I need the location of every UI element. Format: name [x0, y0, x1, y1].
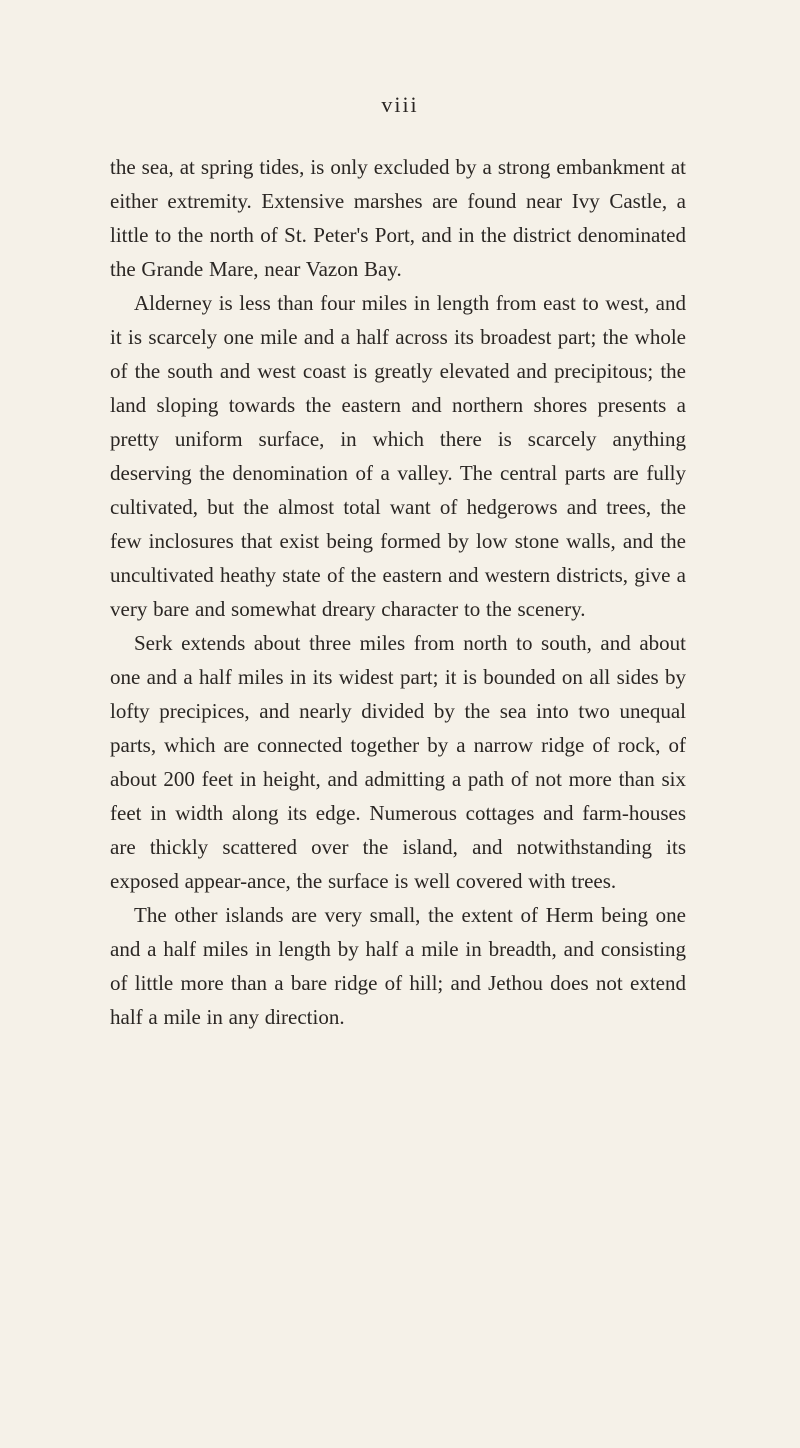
page-number: viii [381, 92, 419, 117]
paragraph-serk: Serk extends about three miles from north to south, and about one and a half miles in its widest part; it is bounded on all sides by lofty precipices, and nearly divided by the sea into two unequal parts, which are connected together by a narrow ridge of rock, of about 200 feet in height, and admitting a path of not more than six feet in width along its edge. Numerous cottages and farm-houses are thickly scattered over the island, and notwithstanding its exposed appear-ance, the surface is well covered with trees. [110, 631, 686, 893]
paragraph-herm-jethou: The other islands are very small, the extent of Herm being one and a half miles in length by half a mile in breadth, and consisting of little more than a bare ridge of hill; and Jethou does not extend half a mile in any direction. [110, 903, 686, 1029]
paragraph-alderney: Alderney is less than four miles in length from east to west, and it is scarcely one mile and a half across its broadest part; the whole of the south and west coast is greatly elevated and precipitous; the land sloping towards the eastern and northern shores presents a pretty uniform surface, in which there is scarcely anything deserving the denomination of a valley. The central parts are fully cultivated, but the almost total want of hedgerows and trees, the few inclosures that exist being formed by low stone walls, and the uncultivated heathy state of the eastern and western districts, give a very bare and somewhat dreary character to the scenery. [110, 291, 686, 621]
body-text [110, 150, 686, 1034]
paragraph-marshes: the sea, at spring tides, is only excluded by a strong embankment at either extremity. Extensive marshes are found near Ivy Castle, a little to the north of St. Peter's Port, and in the district denominated the Grande Mare, near Vazon Bay. [110, 155, 686, 281]
